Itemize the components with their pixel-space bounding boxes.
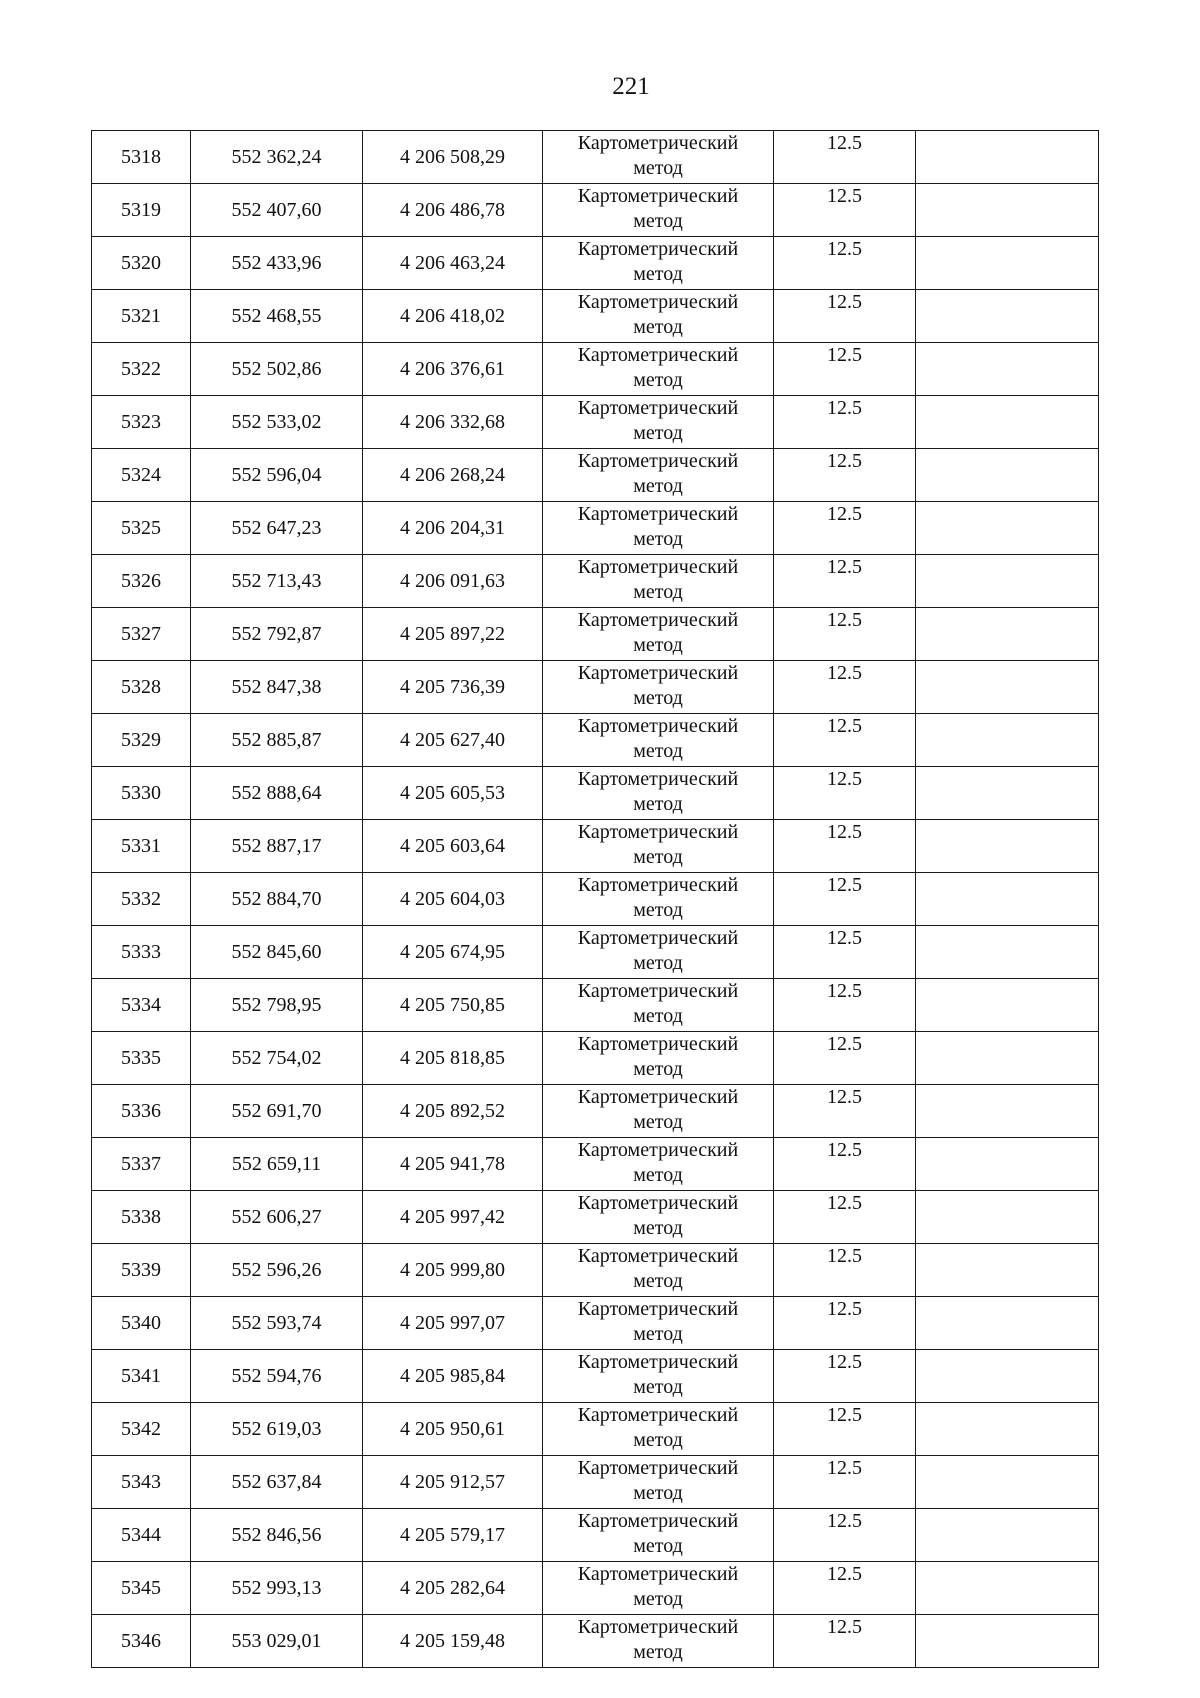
accuracy-cell: 12.5 bbox=[774, 449, 916, 502]
accuracy-cell: 12.5 bbox=[774, 1032, 916, 1085]
method-line-1: Картометрический bbox=[577, 291, 739, 313]
note-cell bbox=[916, 714, 1099, 767]
note-cell bbox=[916, 131, 1099, 184]
note-cell bbox=[916, 1138, 1099, 1191]
point-number-cell: 5340 bbox=[92, 1297, 191, 1350]
y-coordinate-cell: 4 205 282,64 bbox=[363, 1562, 543, 1615]
y-coordinate-cell: 4 205 897,22 bbox=[363, 608, 543, 661]
page-number: 221 bbox=[612, 73, 650, 100]
method-line-1: Картометрический bbox=[577, 980, 739, 1002]
x-coordinate-cell: 552 887,17 bbox=[191, 820, 363, 873]
method-line-1: Картометрический bbox=[577, 1351, 739, 1373]
x-coordinate-cell: 552 884,70 bbox=[191, 873, 363, 926]
point-number-cell: 5330 bbox=[92, 767, 191, 820]
method-cell bbox=[543, 767, 774, 820]
method-line-2: метод bbox=[633, 1217, 683, 1239]
y-coordinate-cell: 4 206 376,61 bbox=[363, 343, 543, 396]
y-coordinate-cell: 4 206 268,24 bbox=[363, 449, 543, 502]
y-coordinate-cell: 4 205 750,85 bbox=[363, 979, 543, 1032]
accuracy-cell: 12.5 bbox=[774, 131, 916, 184]
x-coordinate-cell: 552 845,60 bbox=[191, 926, 363, 979]
point-number-cell: 5328 bbox=[92, 661, 191, 714]
method-line-2: метод bbox=[633, 1323, 683, 1345]
method-cell bbox=[543, 449, 774, 502]
method-line-1: Картометрический bbox=[577, 1033, 739, 1055]
method-line-2: метод bbox=[633, 475, 683, 497]
y-coordinate-cell: 4 206 463,24 bbox=[363, 237, 543, 290]
y-coordinate-cell: 4 205 603,64 bbox=[363, 820, 543, 873]
x-coordinate-cell: 552 713,43 bbox=[191, 555, 363, 608]
table-row bbox=[92, 1085, 1099, 1138]
point-number-cell: 5327 bbox=[92, 608, 191, 661]
x-coordinate-cell: 552 993,13 bbox=[191, 1562, 363, 1615]
table-row bbox=[92, 237, 1099, 290]
accuracy-cell: 12.5 bbox=[774, 767, 916, 820]
x-coordinate-cell: 552 596,26 bbox=[191, 1244, 363, 1297]
method-cell bbox=[543, 820, 774, 873]
table-row bbox=[92, 396, 1099, 449]
y-coordinate-cell: 4 205 985,84 bbox=[363, 1350, 543, 1403]
method-line-1: Картометрический bbox=[577, 503, 739, 525]
x-coordinate-cell: 552 606,27 bbox=[191, 1191, 363, 1244]
method-line-1: Картометрический bbox=[577, 768, 739, 790]
method-line-2: метод bbox=[633, 687, 683, 709]
x-coordinate-cell: 552 792,87 bbox=[191, 608, 363, 661]
y-coordinate-cell: 4 205 818,85 bbox=[363, 1032, 543, 1085]
note-cell bbox=[916, 873, 1099, 926]
point-number-cell: 5329 bbox=[92, 714, 191, 767]
method-line-2: метод bbox=[633, 1058, 683, 1080]
method-line-2: метод bbox=[633, 1270, 683, 1292]
table-row bbox=[92, 1350, 1099, 1403]
accuracy-cell: 12.5 bbox=[774, 1191, 916, 1244]
method-line-1: Картометрический bbox=[577, 715, 739, 737]
point-number-cell: 5335 bbox=[92, 1032, 191, 1085]
accuracy-cell: 12.5 bbox=[774, 926, 916, 979]
table-row bbox=[92, 449, 1099, 502]
table-row bbox=[92, 1032, 1099, 1085]
x-coordinate-cell: 552 647,23 bbox=[191, 502, 363, 555]
x-coordinate-cell: 552 533,02 bbox=[191, 396, 363, 449]
table-row bbox=[92, 1191, 1099, 1244]
method-cell bbox=[543, 1138, 774, 1191]
method-cell bbox=[543, 343, 774, 396]
method-line-2: метод bbox=[633, 316, 683, 338]
accuracy-cell: 12.5 bbox=[774, 608, 916, 661]
table-row bbox=[92, 608, 1099, 661]
note-cell bbox=[916, 767, 1099, 820]
note-cell bbox=[916, 1562, 1099, 1615]
note-cell bbox=[916, 820, 1099, 873]
method-line-1: Картометрический bbox=[577, 1616, 739, 1638]
method-line-1: Картометрический bbox=[577, 450, 739, 472]
note-cell bbox=[916, 1615, 1099, 1668]
note-cell bbox=[916, 1085, 1099, 1138]
method-cell bbox=[543, 1615, 774, 1668]
x-coordinate-cell: 552 619,03 bbox=[191, 1403, 363, 1456]
x-coordinate-cell: 552 593,74 bbox=[191, 1297, 363, 1350]
method-line-1: Картометрический bbox=[577, 821, 739, 843]
accuracy-cell: 12.5 bbox=[774, 396, 916, 449]
method-line-1: Картометрический bbox=[577, 874, 739, 896]
accuracy-cell: 12.5 bbox=[774, 1562, 916, 1615]
method-line-2: метод bbox=[633, 899, 683, 921]
method-line-1: Картометрический bbox=[577, 1563, 739, 1585]
point-number-cell: 5321 bbox=[92, 290, 191, 343]
method-line-1: Картометрический bbox=[577, 397, 739, 419]
accuracy-cell: 12.5 bbox=[774, 1509, 916, 1562]
x-coordinate-cell: 552 691,70 bbox=[191, 1085, 363, 1138]
note-cell bbox=[916, 661, 1099, 714]
x-coordinate-cell: 552 754,02 bbox=[191, 1032, 363, 1085]
method-line-2: метод bbox=[633, 210, 683, 232]
point-number-cell: 5323 bbox=[92, 396, 191, 449]
method-cell bbox=[543, 661, 774, 714]
method-line-2: метод bbox=[633, 528, 683, 550]
x-coordinate-cell: 552 847,38 bbox=[191, 661, 363, 714]
method-line-1: Картометрический bbox=[577, 1139, 739, 1161]
x-coordinate-cell: 552 468,55 bbox=[191, 290, 363, 343]
point-number-cell: 5322 bbox=[92, 343, 191, 396]
method-cell bbox=[543, 979, 774, 1032]
method-line-2: метод bbox=[633, 634, 683, 656]
coordinates-table-body bbox=[92, 131, 1099, 1668]
note-cell bbox=[916, 979, 1099, 1032]
method-cell bbox=[543, 502, 774, 555]
note-cell bbox=[916, 1297, 1099, 1350]
method-line-2: метод bbox=[633, 1164, 683, 1186]
accuracy-cell: 12.5 bbox=[774, 184, 916, 237]
method-cell bbox=[543, 237, 774, 290]
accuracy-cell: 12.5 bbox=[774, 555, 916, 608]
table-row bbox=[92, 1297, 1099, 1350]
method-line-2: метод bbox=[633, 740, 683, 762]
method-cell bbox=[543, 1350, 774, 1403]
x-coordinate-cell: 552 594,76 bbox=[191, 1350, 363, 1403]
note-cell bbox=[916, 555, 1099, 608]
table-row bbox=[92, 1615, 1099, 1668]
method-cell bbox=[543, 184, 774, 237]
method-cell bbox=[543, 290, 774, 343]
note-cell bbox=[916, 449, 1099, 502]
note-cell bbox=[916, 184, 1099, 237]
method-line-1: Картометрический bbox=[577, 1086, 739, 1108]
note-cell bbox=[916, 396, 1099, 449]
note-cell bbox=[916, 1350, 1099, 1403]
accuracy-cell: 12.5 bbox=[774, 502, 916, 555]
y-coordinate-cell: 4 205 999,80 bbox=[363, 1244, 543, 1297]
y-coordinate-cell: 4 205 605,53 bbox=[363, 767, 543, 820]
method-line-2: метод bbox=[633, 1588, 683, 1610]
y-coordinate-cell: 4 206 332,68 bbox=[363, 396, 543, 449]
table-row bbox=[92, 290, 1099, 343]
note-cell bbox=[916, 926, 1099, 979]
table-row bbox=[92, 1456, 1099, 1509]
note-cell bbox=[916, 1509, 1099, 1562]
table-row bbox=[92, 184, 1099, 237]
accuracy-cell: 12.5 bbox=[774, 237, 916, 290]
table-row bbox=[92, 1403, 1099, 1456]
point-number-cell: 5332 bbox=[92, 873, 191, 926]
point-number-cell: 5326 bbox=[92, 555, 191, 608]
y-coordinate-cell: 4 206 486,78 bbox=[363, 184, 543, 237]
table-row bbox=[92, 926, 1099, 979]
y-coordinate-cell: 4 205 736,39 bbox=[363, 661, 543, 714]
point-number-cell: 5333 bbox=[92, 926, 191, 979]
method-cell bbox=[543, 555, 774, 608]
point-number-cell: 5319 bbox=[92, 184, 191, 237]
method-line-1: Картометрический bbox=[577, 556, 739, 578]
method-cell bbox=[543, 396, 774, 449]
table-row bbox=[92, 502, 1099, 555]
method-line-2: метод bbox=[633, 1111, 683, 1133]
method-line-2: метод bbox=[633, 1641, 683, 1663]
point-number-cell: 5331 bbox=[92, 820, 191, 873]
method-cell bbox=[543, 1509, 774, 1562]
method-cell bbox=[543, 1297, 774, 1350]
method-cell bbox=[543, 714, 774, 767]
table-row bbox=[92, 767, 1099, 820]
point-number-cell: 5337 bbox=[92, 1138, 191, 1191]
method-line-2: метод bbox=[633, 157, 683, 179]
table-row bbox=[92, 714, 1099, 767]
y-coordinate-cell: 4 205 604,03 bbox=[363, 873, 543, 926]
x-coordinate-cell: 552 885,87 bbox=[191, 714, 363, 767]
x-coordinate-cell: 552 888,64 bbox=[191, 767, 363, 820]
y-coordinate-cell: 4 205 892,52 bbox=[363, 1085, 543, 1138]
y-coordinate-cell: 4 206 091,63 bbox=[363, 555, 543, 608]
note-cell bbox=[916, 608, 1099, 661]
x-coordinate-cell: 552 798,95 bbox=[191, 979, 363, 1032]
accuracy-cell: 12.5 bbox=[774, 343, 916, 396]
point-number-cell: 5320 bbox=[92, 237, 191, 290]
point-number-cell: 5341 bbox=[92, 1350, 191, 1403]
x-coordinate-cell: 552 362,24 bbox=[191, 131, 363, 184]
accuracy-cell: 12.5 bbox=[774, 1350, 916, 1403]
table-row bbox=[92, 555, 1099, 608]
table-row bbox=[92, 873, 1099, 926]
method-cell bbox=[543, 1244, 774, 1297]
y-coordinate-cell: 4 205 912,57 bbox=[363, 1456, 543, 1509]
accuracy-cell: 12.5 bbox=[774, 979, 916, 1032]
method-line-1: Картометрический bbox=[577, 344, 739, 366]
x-coordinate-cell: 552 596,04 bbox=[191, 449, 363, 502]
method-line-1: Картометрический bbox=[577, 132, 739, 154]
method-line-2: метод bbox=[633, 952, 683, 974]
method-line-1: Картометрический bbox=[577, 238, 739, 260]
method-cell bbox=[543, 608, 774, 661]
method-cell bbox=[543, 1191, 774, 1244]
x-coordinate-cell: 552 407,60 bbox=[191, 184, 363, 237]
method-line-1: Картометрический bbox=[577, 1192, 739, 1214]
method-line-2: метод bbox=[633, 793, 683, 815]
method-cell bbox=[543, 131, 774, 184]
y-coordinate-cell: 4 205 579,17 bbox=[363, 1509, 543, 1562]
note-cell bbox=[916, 1456, 1099, 1509]
note-cell bbox=[916, 1191, 1099, 1244]
point-number-cell: 5318 bbox=[92, 131, 191, 184]
y-coordinate-cell: 4 205 674,95 bbox=[363, 926, 543, 979]
x-coordinate-cell: 552 637,84 bbox=[191, 1456, 363, 1509]
table-row bbox=[92, 1244, 1099, 1297]
y-coordinate-cell: 4 205 941,78 bbox=[363, 1138, 543, 1191]
method-line-2: метод bbox=[633, 1535, 683, 1557]
point-number-cell: 5345 bbox=[92, 1562, 191, 1615]
method-line-2: метод bbox=[633, 581, 683, 603]
x-coordinate-cell: 552 433,96 bbox=[191, 237, 363, 290]
method-line-2: метод bbox=[633, 846, 683, 868]
point-number-cell: 5338 bbox=[92, 1191, 191, 1244]
accuracy-cell: 12.5 bbox=[774, 1138, 916, 1191]
note-cell bbox=[916, 1403, 1099, 1456]
method-cell bbox=[543, 1085, 774, 1138]
method-line-1: Картометрический bbox=[577, 1510, 739, 1532]
accuracy-cell: 12.5 bbox=[774, 873, 916, 926]
accuracy-cell: 12.5 bbox=[774, 1403, 916, 1456]
y-coordinate-cell: 4 206 418,02 bbox=[363, 290, 543, 343]
point-number-cell: 5346 bbox=[92, 1615, 191, 1668]
table-row bbox=[92, 131, 1099, 184]
method-cell bbox=[543, 1456, 774, 1509]
method-cell bbox=[543, 873, 774, 926]
accuracy-cell: 12.5 bbox=[774, 714, 916, 767]
point-number-cell: 5342 bbox=[92, 1403, 191, 1456]
accuracy-cell: 12.5 bbox=[774, 661, 916, 714]
point-number-cell: 5334 bbox=[92, 979, 191, 1032]
method-line-1: Картометрический bbox=[577, 1404, 739, 1426]
method-line-1: Картометрический bbox=[577, 609, 739, 631]
method-line-1: Картометрический bbox=[577, 1245, 739, 1267]
point-number-cell: 5324 bbox=[92, 449, 191, 502]
accuracy-cell: 12.5 bbox=[774, 820, 916, 873]
method-line-2: метод bbox=[633, 1429, 683, 1451]
method-cell bbox=[543, 926, 774, 979]
point-number-cell: 5336 bbox=[92, 1085, 191, 1138]
accuracy-cell: 12.5 bbox=[774, 1085, 916, 1138]
point-number-cell: 5343 bbox=[92, 1456, 191, 1509]
method-line-2: метод bbox=[633, 369, 683, 391]
coordinates-table bbox=[91, 130, 1099, 1668]
note-cell bbox=[916, 343, 1099, 396]
table-row bbox=[92, 661, 1099, 714]
note-cell bbox=[916, 290, 1099, 343]
y-coordinate-cell: 4 205 997,07 bbox=[363, 1297, 543, 1350]
point-number-cell: 5325 bbox=[92, 502, 191, 555]
y-coordinate-cell: 4 205 627,40 bbox=[363, 714, 543, 767]
table-row bbox=[92, 820, 1099, 873]
table-row bbox=[92, 979, 1099, 1032]
method-line-1: Картометрический bbox=[577, 1457, 739, 1479]
y-coordinate-cell: 4 205 950,61 bbox=[363, 1403, 543, 1456]
method-line-2: метод bbox=[633, 1482, 683, 1504]
method-line-2: метод bbox=[633, 422, 683, 444]
method-line-2: метод bbox=[633, 1005, 683, 1027]
method-line-1: Картометрический bbox=[577, 1298, 739, 1320]
x-coordinate-cell: 552 659,11 bbox=[191, 1138, 363, 1191]
method-cell bbox=[543, 1562, 774, 1615]
accuracy-cell: 12.5 bbox=[774, 1297, 916, 1350]
method-line-1: Картометрический bbox=[577, 185, 739, 207]
point-number-cell: 5344 bbox=[92, 1509, 191, 1562]
table-row bbox=[92, 1138, 1099, 1191]
method-cell bbox=[543, 1403, 774, 1456]
y-coordinate-cell: 4 205 159,48 bbox=[363, 1615, 543, 1668]
point-number-cell: 5339 bbox=[92, 1244, 191, 1297]
table-row bbox=[92, 1562, 1099, 1615]
note-cell bbox=[916, 1244, 1099, 1297]
x-coordinate-cell: 552 502,86 bbox=[191, 343, 363, 396]
x-coordinate-cell: 553 029,01 bbox=[191, 1615, 363, 1668]
accuracy-cell: 12.5 bbox=[774, 1244, 916, 1297]
y-coordinate-cell: 4 205 997,42 bbox=[363, 1191, 543, 1244]
table-row bbox=[92, 1509, 1099, 1562]
x-coordinate-cell: 552 846,56 bbox=[191, 1509, 363, 1562]
method-line-1: Картометрический bbox=[577, 662, 739, 684]
note-cell bbox=[916, 237, 1099, 290]
method-line-1: Картометрический bbox=[577, 927, 739, 949]
accuracy-cell: 12.5 bbox=[774, 290, 916, 343]
y-coordinate-cell: 4 206 508,29 bbox=[363, 131, 543, 184]
accuracy-cell: 12.5 bbox=[774, 1615, 916, 1668]
method-line-2: метод bbox=[633, 263, 683, 285]
note-cell bbox=[916, 502, 1099, 555]
y-coordinate-cell: 4 206 204,31 bbox=[363, 502, 543, 555]
note-cell bbox=[916, 1032, 1099, 1085]
table-row bbox=[92, 343, 1099, 396]
accuracy-cell: 12.5 bbox=[774, 1456, 916, 1509]
method-line-2: метод bbox=[633, 1376, 683, 1398]
method-cell bbox=[543, 1032, 774, 1085]
